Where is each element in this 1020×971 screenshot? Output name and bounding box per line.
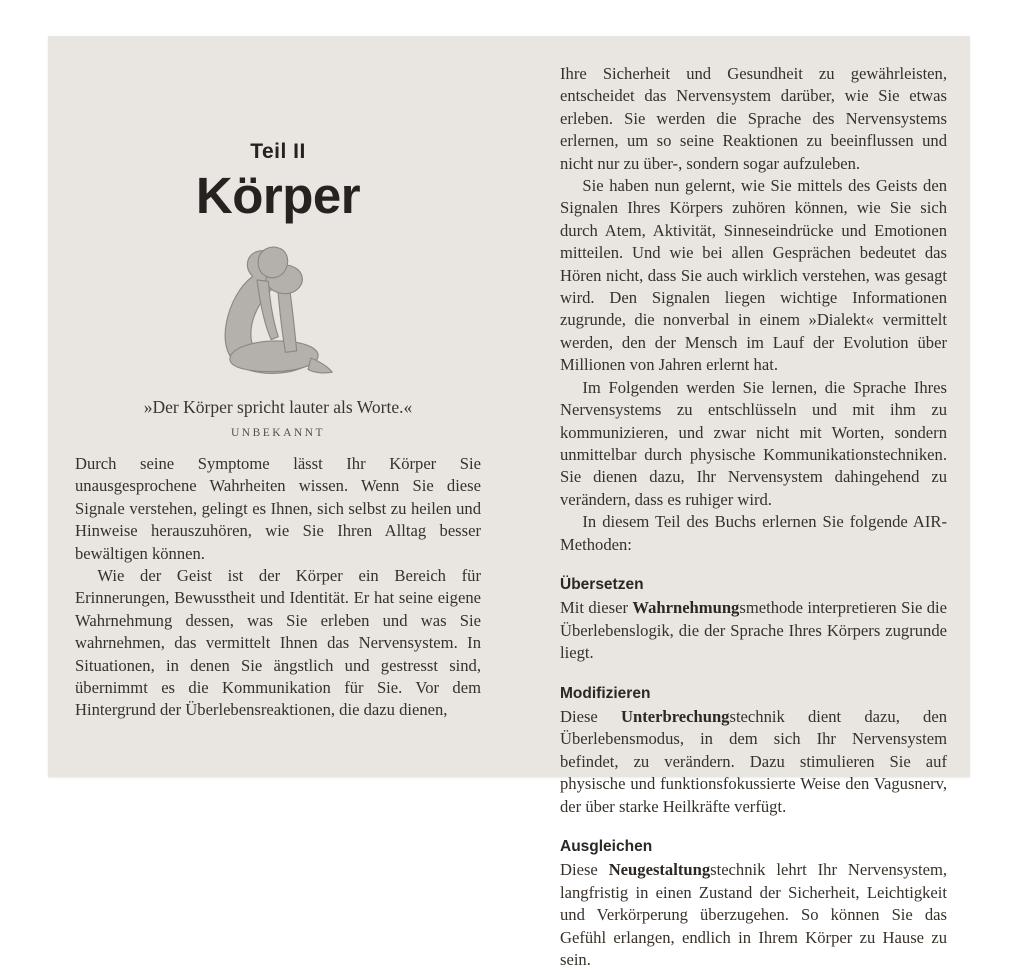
method-description [560, 597, 947, 664]
method-desc-pre: Mit dieser [560, 598, 633, 618]
method-description [560, 859, 947, 971]
right-page-body [560, 63, 947, 971]
method-description [560, 706, 947, 818]
method-desc-post: smethode interpretieren Sie die Überlebenslogik, die der Sprache Ihres Körpers zugrunde liegt. [560, 598, 947, 663]
chapter-quote: »Der Körper spricht lauter als Worte.« [143, 397, 413, 417]
method-desc-keyword: Unterbrechung [621, 706, 730, 726]
paragraph: Durch seine Symptome lässt Ihr Körper Sie unausgesprochene Wahrheiten wissen. Wenn Sie diese Signale verstehen, gelingt es Ihnen, sich selbst zu heilen und Hinweise herauszuhören, wie Sie Ihren Alltag besser bewältigen können. [75, 454, 481, 563]
right-page [560, 36, 948, 970]
paragraph: Wie der Geist ist der Körper ein Bereich für Erinnerungen, Bewusstheit und Identität. Er hat seine eigene Wahrnehmung dessen, was Sie erleben und was Sie wahrnehmen, das vermittelt Ihnen das Nervensystem. In Situationen, in denen Sie ängstlich und gestresst sind, übernimmt es die Kommunikation für Sie. Vor dem Hintergrund der Überlebensreaktionen, die dazu dienen, [75, 566, 481, 720]
method-heading-ausgleichen: Ausgleichen [560, 838, 653, 855]
left-page [75, 36, 481, 777]
seated-figure-illustration [75, 243, 481, 385]
method-desc-post: stechnik lehrt Ihr Nervensystem, langfristig in einen Zustand der Sicherheit, Leichtigkeit und Verkörperung überzugehen. So können Sie das Gefühl erlangen, endlich in Ihrem Körper zu Hause zu sein. [560, 860, 947, 970]
paragraph: Sie haben nun gelernt, wie Sie mittels des Geists den Signalen Ihres Körpers zuhören können, wie Sie sich durch Atem, Aktivität, Sinneseindrücke und Emotionen mitteilen. Und wie bei allen Gesprächen bedeutet das Hören nicht, dass Sie auch wirklich verstehen, was gesagt wird. Den Signalen liegen wichtige Informationen zugrunde, die nonverbal in einem »Dialekt« vermittelt werden, den der Mensch im Lauf der Evolution über Millionen von Jahren erlernt hat. [560, 176, 947, 375]
method-desc-pre: Diese [560, 706, 621, 726]
paragraph: Ihre Sicherheit und Gesundheit zu gewährleisten, entscheidet das Nervensystem darüber, wie Sie etwas erleben. Sie werden die Sprache des Nervensystems erlernen, um so seine Reaktionen zu beeinflussen und nicht nur zu über-, sondern sogar aufzuleben. [560, 64, 947, 173]
method-desc-keyword: Neugestaltung [608, 860, 711, 880]
method-heading-uebersetzen: Übersetzen [560, 575, 644, 593]
paragraph: Im Folgenden werden Sie lernen, die Sprache Ihres Nervensystems zu entschlüsseln und mit ihm zu kommunizieren, und zwar nicht mit Worten, sondern unmittelbar durch physische Kommunikationstechniken. Sie dienen dazu, Ihr Nervensystem dahingehend zu verändern, dass es ruhiger wird. [560, 377, 947, 509]
method-desc-keyword: Wahrnehmung [632, 598, 740, 618]
book-page-spread [48, 36, 970, 970]
left-page-body [75, 453, 481, 722]
chapter-title: Körper [195, 167, 361, 224]
method-desc-post: stechnik dient dazu, den Überlebensmodus, in dem sich Ihr Nervensystem befindet, zu verändern. Dazu stimulieren Sie auf physische und funktionsfokussierte Weise den Vagusnerv, der über starke Heilkräfte verfügt. [560, 706, 948, 816]
seated-figure-line-art-icon [203, 243, 352, 385]
part-label: Teil II [250, 140, 306, 163]
method-desc-pre: Diese [560, 860, 609, 880]
quote-attribution: UNBEKANNT [230, 427, 326, 439]
method-heading-modifizieren: Modifizieren [560, 684, 651, 702]
paragraph: In diesem Teil des Buchs erlernen Sie folgende AIR-Methoden: [560, 512, 947, 554]
